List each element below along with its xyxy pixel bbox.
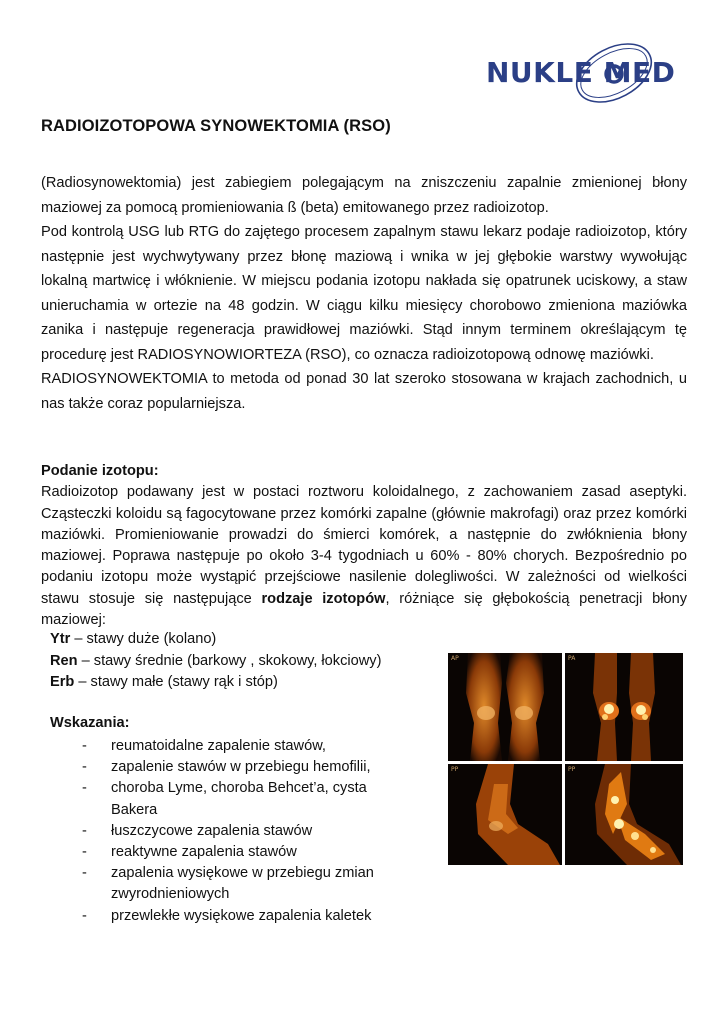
list-item bbox=[82, 736, 412, 757]
isotope-name: Erb bbox=[50, 674, 75, 690]
nukleomed-logo bbox=[486, 36, 700, 110]
list-dash: - bbox=[82, 738, 87, 754]
list-dash: - bbox=[82, 844, 87, 861]
list-item-text: reaktywne zapalenia stawów bbox=[111, 844, 297, 861]
isotope-name: Ytr bbox=[50, 631, 71, 647]
scan-label: AP bbox=[451, 655, 459, 662]
page-title: RADIOIZOTOPOWA SYNOWEKTOMIA (RSO) bbox=[41, 117, 391, 135]
list-dash: - bbox=[82, 822, 87, 839]
list-item bbox=[82, 821, 412, 842]
list-dash: - bbox=[82, 780, 87, 797]
administration-text-part: Radioizotop podawany jest w postaci roztworu koloidalnego, z zachowaniem zasad aseptyki. Cząsteczki koloidu są fagocytowane przez komórki zapalne (głównie makrofagi) oraz przez komórki maziówki. Promieniowanie prowadzi do śmierci komórek, a następnie do zwłóknienia błony maziowej. Poprawa następuje po około 3-4 tygodniach u 60% - 80% chorych. Bezpośrednio po podaniu izotopu może wystąpić przejściowe nasilenie dolegliwości. W zależności od wielkości stawu stosuje się następujące bbox=[41, 484, 687, 607]
scan-label: PP bbox=[451, 766, 459, 773]
scintigraphy-images bbox=[448, 653, 687, 865]
list-item-text: łuszczycowe zapalenia stawów bbox=[111, 822, 313, 839]
knee-scan-pa bbox=[565, 653, 683, 761]
administration-text-part: , różniące się głębokością penetracji błony maziowej: bbox=[41, 590, 687, 629]
indications-list bbox=[82, 736, 412, 927]
knee-scan-lateral-1 bbox=[448, 764, 562, 865]
intro-paragraph: RADIOSYNOWEKTOMIA to metoda od ponad 30 lat szeroko stosowana w krajach zachodnich, u nas także coraz popularniejsza. bbox=[41, 371, 687, 412]
list-item bbox=[82, 906, 412, 927]
isotope-item bbox=[50, 651, 381, 673]
list-item bbox=[82, 757, 412, 778]
scan-label: PP bbox=[568, 766, 576, 773]
list-dash: - bbox=[82, 759, 87, 776]
knee-scan-lateral-2 bbox=[565, 764, 683, 865]
administration-section bbox=[41, 461, 687, 631]
list-item-text: choroba Lyme, choroba Behcet’a, cysta Bakera bbox=[111, 780, 367, 818]
isotope-desc: – stawy małe (stawy rąk i stóp) bbox=[74, 674, 278, 690]
isotope-name: Ren bbox=[50, 652, 78, 669]
isotope-list bbox=[50, 629, 381, 694]
intro-paragraph: Pod kontrolą USG lub RTG do zajętego procesem zapalnym stawu lekarz podaje radioizotop, który następnie jest wychwytywany przez błonę maziową i wnika w jej głębokie warstwy wywołując lokalną martwicę i włóknienie. W miejscu podania izotopu nakłada się opatrunek uciskowy, a staw unieruchamia w ortezie na 48 godzin. W ciągu kilku miesięcy chorobowo zmieniona maziówka zanika i następuje regeneracja prawidłowej maziówki. Stąd innym terminem określającym tę procedurę jest RADIOSYNOWIORTEZA (RSO), co oznacza radioizotopową odnowę maziówki. bbox=[41, 224, 687, 363]
intro-section bbox=[41, 171, 687, 416]
intro-paragraph: (Radiosynowektomia) jest zabiegiem polegającym na zniszczeniu zapalnie zmienionej błony maziowej za pomocą promieniowania ß (beta) emitowanego przez radioizotop. bbox=[41, 175, 687, 216]
administration-heading: Podanie izotopu: bbox=[41, 463, 159, 479]
list-dash: - bbox=[82, 907, 87, 924]
list-item bbox=[82, 863, 412, 905]
list-item-text: zapalenia wysiękowe w przebiegu zmian zwyrodnieniowych bbox=[111, 865, 374, 903]
list-item-text: zapalenie stawów w przebiegu hemofilii, bbox=[111, 759, 371, 776]
list-item bbox=[82, 842, 412, 863]
isotope-desc: – stawy duże (kolano) bbox=[70, 631, 217, 647]
logo-text: NUKLE MED bbox=[486, 56, 676, 89]
isotope-types-emphasis: rodzaje izotopów bbox=[261, 590, 386, 607]
scan-label: PA bbox=[568, 655, 576, 662]
indications-heading: Wskazania: bbox=[50, 715, 130, 731]
list-item bbox=[82, 778, 412, 820]
list-item-text: reumatoidalne zapalenie stawów, bbox=[111, 738, 326, 754]
isotope-item bbox=[50, 629, 381, 651]
list-dash: - bbox=[82, 865, 87, 882]
administration-text bbox=[41, 482, 687, 631]
knee-scan-ap bbox=[448, 653, 562, 761]
isotope-item bbox=[50, 672, 381, 694]
isotope-desc: – stawy średnie (barkowy , skokowy, łokciowy) bbox=[77, 652, 382, 669]
list-item-text: przewlekłe wysiękowe zapalenia kaletek bbox=[111, 907, 372, 924]
